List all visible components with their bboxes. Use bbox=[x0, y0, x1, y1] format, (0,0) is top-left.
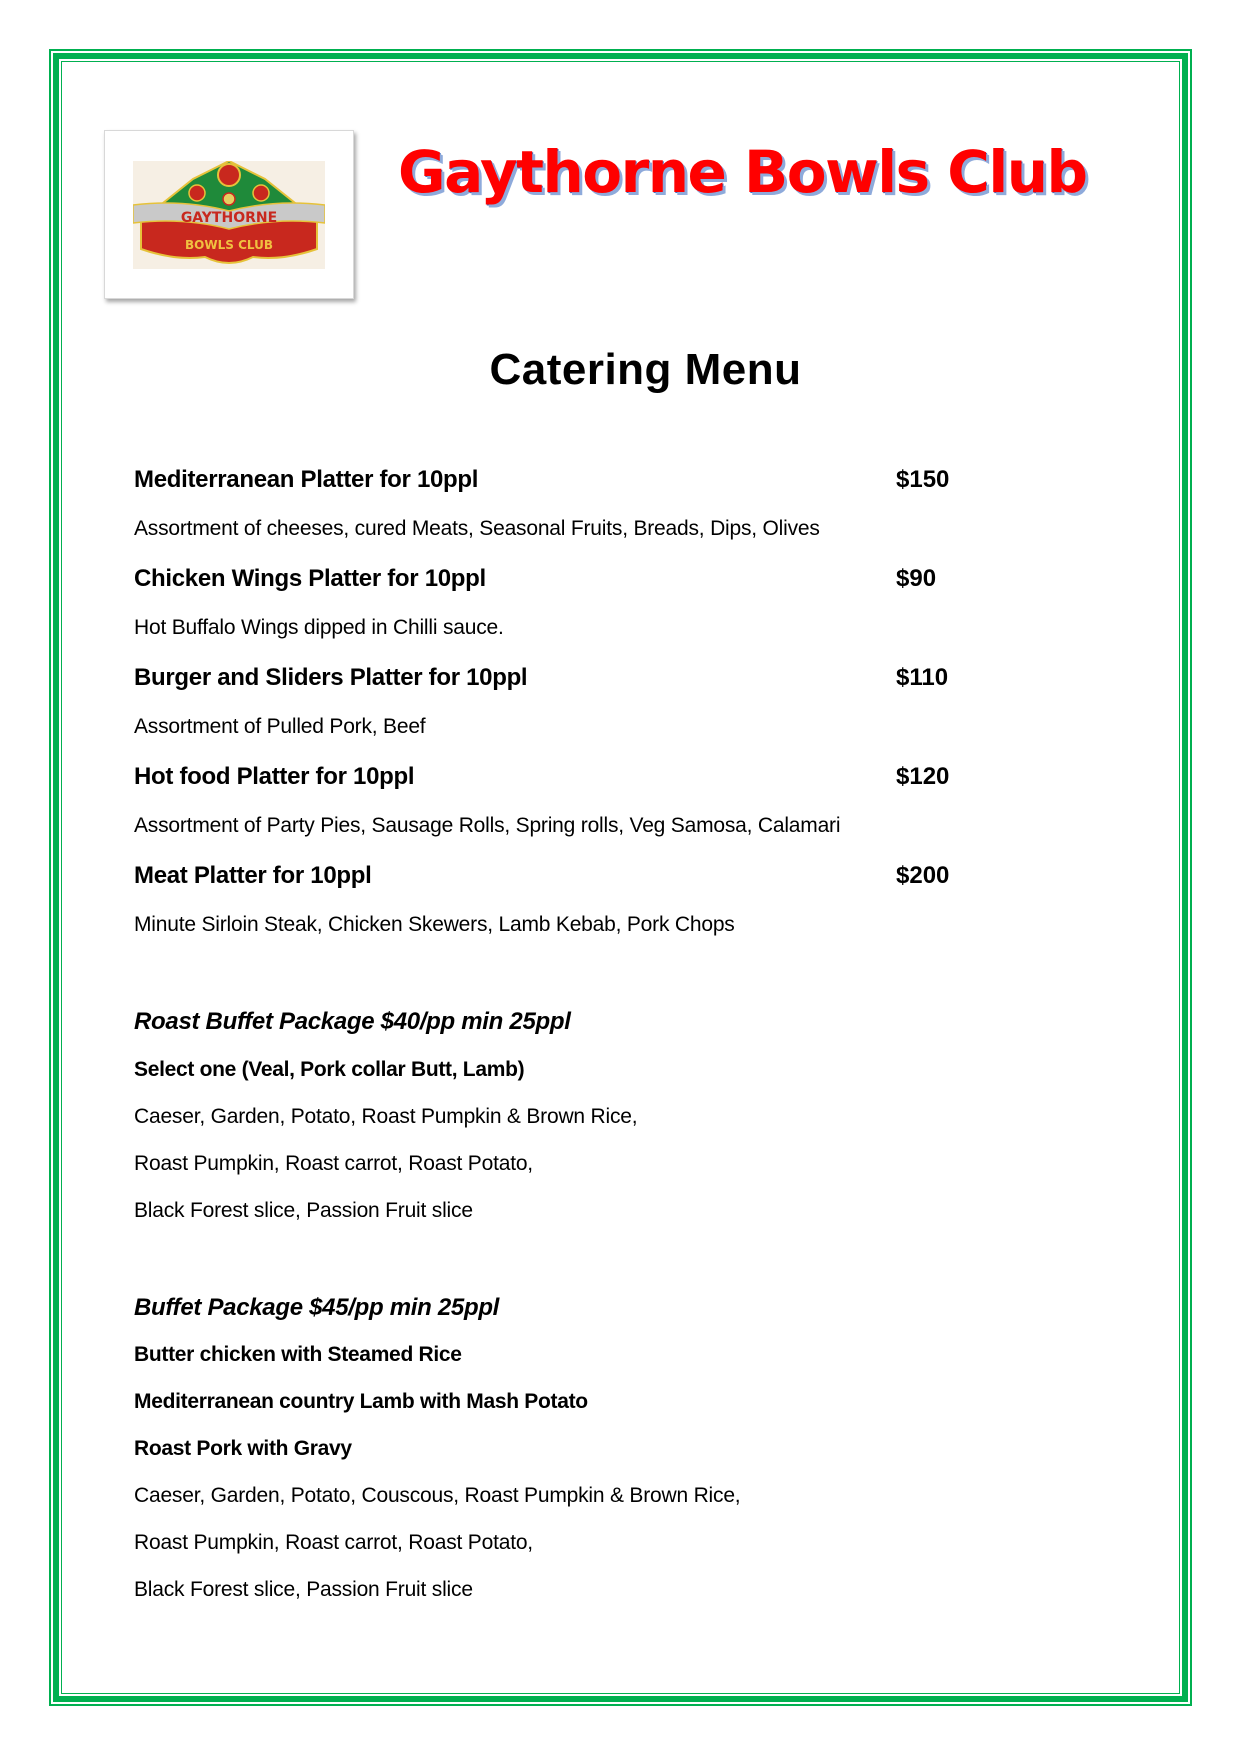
platter-description: Assortment of Party Pies, Sausage Rolls, Spring rolls, Veg Samosa, Calamari bbox=[134, 814, 841, 837]
club-title: Gaythorne Bowls Club bbox=[398, 138, 1087, 206]
club-logo bbox=[104, 130, 354, 299]
platter-description: Minute Sirloin Steak, Chicken Skewers, Lamb Kebab, Pork Chops bbox=[134, 913, 735, 936]
platter-item bbox=[134, 763, 994, 791]
platter-name: Burger and Sliders Platter for 10ppl bbox=[134, 664, 528, 691]
platter-price: $90 bbox=[896, 565, 937, 592]
package-main: Butter chicken with Steamed Rice bbox=[134, 1343, 462, 1366]
package-line: Black Forest slice, Passion Fruit slice bbox=[134, 1199, 473, 1222]
package-line: Roast Pumpkin, Roast carrot, Roast Potato, bbox=[134, 1531, 533, 1554]
package-line: Black Forest slice, Passion Fruit slice bbox=[134, 1578, 473, 1601]
platter-price: $150 bbox=[896, 466, 950, 493]
package-line: Roast Pumpkin, Roast carrot, Roast Potato, bbox=[134, 1152, 533, 1175]
package-line: Caeser, Garden, Potato, Roast Pumpkin & Brown Rice, bbox=[134, 1105, 638, 1128]
platter-price: $120 bbox=[896, 763, 950, 790]
package-title: Roast Buffet Package $40/pp min 25ppl bbox=[134, 1008, 571, 1035]
platter-description: Assortment of Pulled Pork, Beef bbox=[134, 715, 426, 738]
package-main: Select one (Veal, Pork collar Butt, Lamb) bbox=[134, 1058, 525, 1081]
package-main: Mediterranean country Lamb with Mash Potato bbox=[134, 1390, 588, 1413]
platter-name: Chicken Wings Platter for 10ppl bbox=[134, 565, 486, 592]
platter-name: Hot food Platter for 10ppl bbox=[134, 763, 415, 790]
platter-item bbox=[134, 565, 994, 593]
svg-text:BOWLS CLUB: BOWLS CLUB bbox=[185, 238, 273, 252]
menu-title: Catering Menu bbox=[489, 345, 802, 394]
platter-price: $200 bbox=[896, 862, 950, 889]
menu-title-wrap bbox=[0, 345, 1241, 395]
platter-item bbox=[134, 664, 994, 692]
platter-item bbox=[134, 466, 994, 494]
platter-name: Meat Platter for 10ppl bbox=[134, 862, 372, 889]
package-line: Caeser, Garden, Potato, Couscous, Roast Pumpkin & Brown Rice, bbox=[134, 1484, 741, 1507]
club-badge-logo-icon bbox=[133, 161, 325, 269]
platter-description: Hot Buffalo Wings dipped in Chilli sauce. bbox=[134, 616, 504, 639]
platter-description: Assortment of cheeses, cured Meats, Seasonal Fruits, Breads, Dips, Olives bbox=[134, 517, 820, 540]
platter-item bbox=[134, 862, 994, 890]
package-title: Buffet Package $45/pp min 25ppl bbox=[134, 1294, 500, 1321]
svg-text:GAYTHORNE: GAYTHORNE bbox=[180, 210, 278, 226]
platter-name: Mediterranean Platter for 10ppl bbox=[134, 466, 479, 493]
package-main: Roast Pork with Gravy bbox=[134, 1437, 352, 1460]
platter-price: $110 bbox=[896, 664, 949, 691]
